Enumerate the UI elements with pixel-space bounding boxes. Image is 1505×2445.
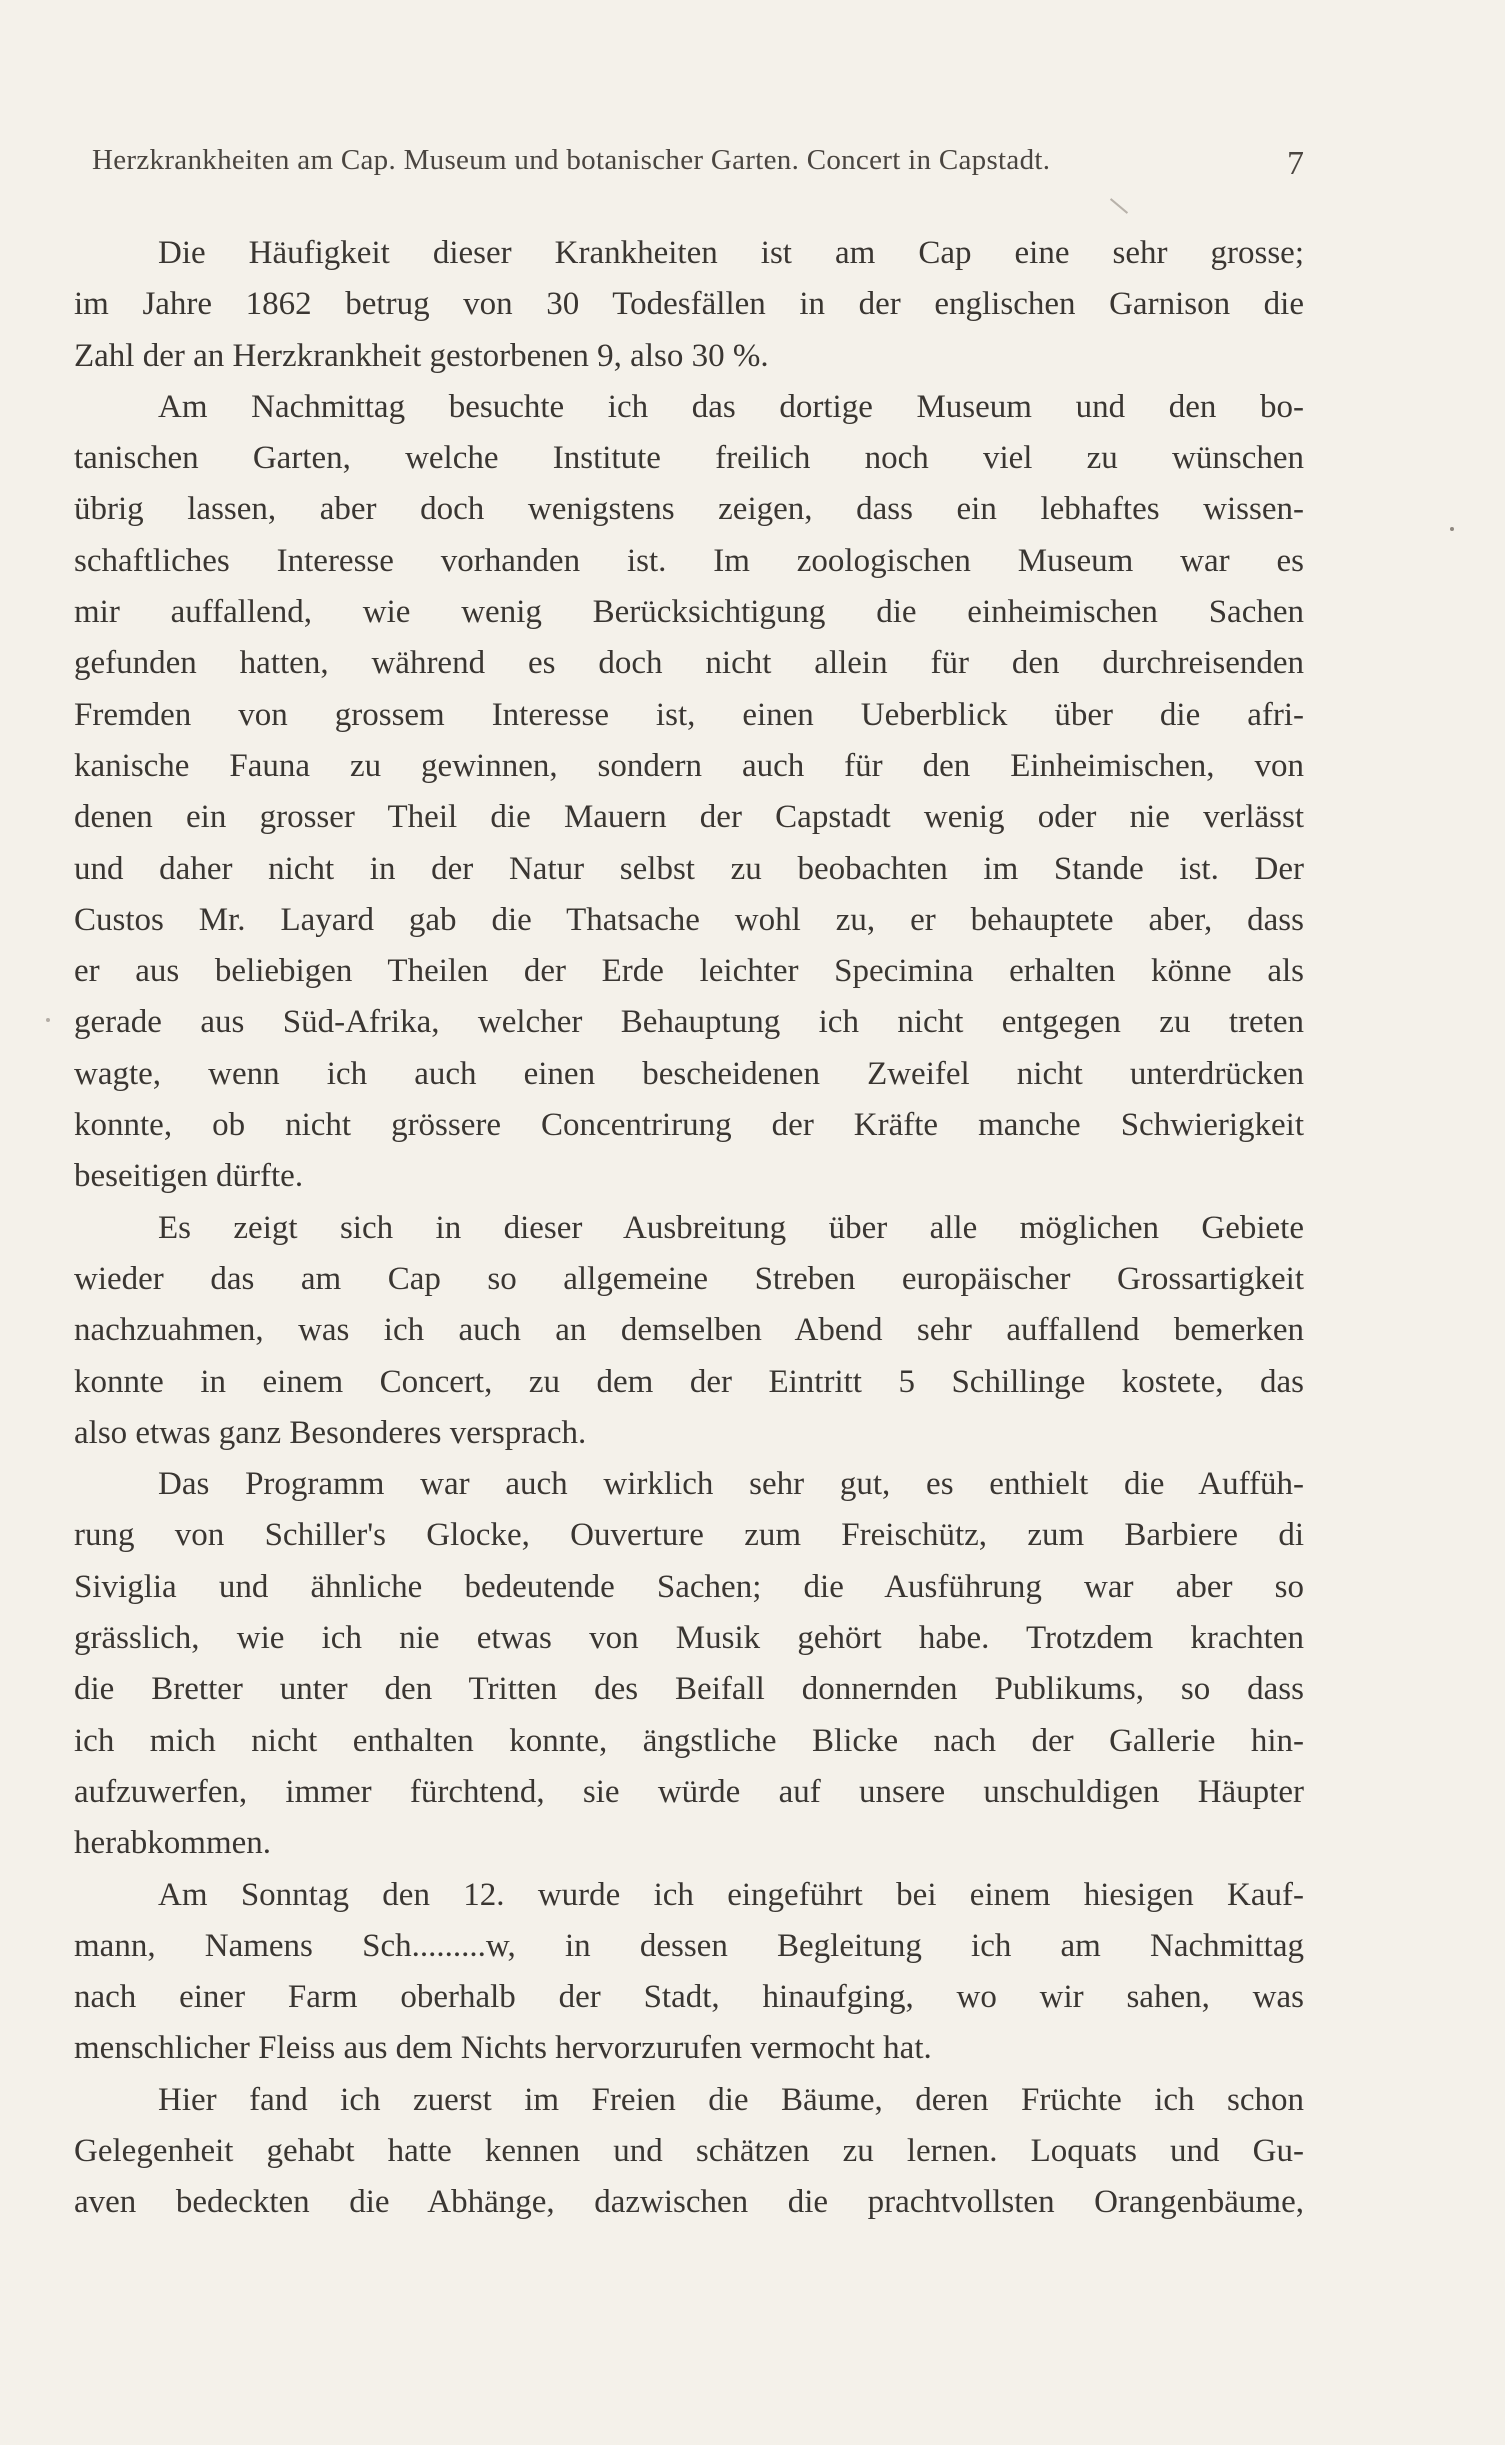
text-line: schaftliches Interesse vorhanden ist. Im zoologischen Museum war es <box>74 542 1304 579</box>
text-line: tanischen Garten, welche Institute freilich noch viel zu wünschen <box>74 440 1304 477</box>
text-line: er aus beliebigen Theilen der Erde leichter Specimina erhalten könne als <box>74 953 1304 990</box>
text-line: Die Häufigkeit dieser Krankheiten ist am Cap eine sehr grosse; <box>158 235 1304 271</box>
text-line: gefunden hatten, während es doch nicht allein für den durchreisenden <box>74 645 1304 682</box>
running-head-title: Herzkrankheiten am Cap. Museum und botanischer Garten. Concert in Capstadt. <box>92 144 1051 176</box>
text-line: nach einer Farm oberhalb der Stadt, hinaufging, wo wir sahen, was <box>74 1979 1304 2016</box>
text-line: konnte, ob nicht grössere Concentrirung der Kräfte manche Schwierigkeit <box>74 1107 1304 1144</box>
text-line: Das Programm war auch wirklich sehr gut, es enthielt die Auffüh- <box>158 1466 1304 1503</box>
running-head <box>92 140 1304 180</box>
margin-dot <box>1450 527 1454 531</box>
text-line: nachzuahmen, was ich auch an demselben Abend sehr auffallend bemerken <box>74 1312 1304 1349</box>
text-line: denen ein grosser Theil die Mauern der Capstadt wenig oder nie verlässt <box>74 799 1304 836</box>
body-text <box>74 228 1304 2229</box>
text-line: grässlich, wie ich nie etwas von Musik gehört habe. Trotzdem krachten <box>74 1620 1304 1657</box>
text-line: also etwas ganz Besonderes versprach. <box>74 1414 587 1451</box>
margin-dot <box>46 1018 50 1022</box>
stray-mark <box>1110 198 1128 214</box>
text-line: beseitigen dürfte. <box>74 1158 304 1195</box>
text-line: wagte, wenn ich auch einen bescheidenen Zweifel nicht unterdrücken <box>74 1055 1304 1092</box>
text-line: Es zeigt sich in dieser Ausbreitung über alle möglichen Gebiete <box>158 1209 1304 1246</box>
text-line: und daher nicht in der Natur selbst zu beobachten im Stande ist. Der <box>74 850 1304 887</box>
text-line: Zahl der an Herzkrankheit gestorbenen 9, also 30 %. <box>74 337 769 374</box>
text-line: kanische Fauna zu gewinnen, sondern auch für den Einheimischen, von <box>74 747 1304 784</box>
text-line: aven bedeckten die Abhänge, dazwischen die prachtvollsten Orangenbäume, <box>74 2184 1304 2221</box>
text-line: Siviglia und ähnliche bedeutende Sachen; die Ausführung war aber so <box>74 1568 1304 1605</box>
text-line: mann, Namens Sch.........w, in dessen Begleitung ich am Nachmittag <box>74 1927 1304 1964</box>
text-line: Am Sonntag den 12. wurde ich eingeführt bei einem hiesigen Kauf- <box>158 1876 1304 1913</box>
text-line: wieder das am Cap so allgemeine Streben europäischer Grossartigkeit <box>74 1260 1304 1297</box>
text-line: herabkommen. <box>74 1825 272 1862</box>
page-number: 7 <box>1287 145 1304 182</box>
text-line: Hier fand ich zuerst im Freien die Bäume, deren Früchte ich schon <box>158 2081 1304 2118</box>
text-line: Custos Mr. Layard gab die Thatsache wohl zu, er behauptete aber, dass <box>74 901 1304 938</box>
text-line: mir auffallend, wie wenig Berücksichtigung die einheimischen Sachen <box>74 594 1304 631</box>
text-line: die Bretter unter den Tritten des Beifall donnernden Publikums, so dass <box>74 1671 1304 1708</box>
text-line: Gelegenheit gehabt hatte kennen und schätzen zu lernen. Loquats und Gu- <box>74 2132 1304 2169</box>
text-line: im Jahre 1862 betrug von 30 Todesfällen in der englischen Garnison die <box>74 286 1304 323</box>
text-line: gerade aus Süd-Afrika, welcher Behauptung ich nicht entgegen zu treten <box>74 1004 1304 1041</box>
text-line: Am Nachmittag besuchte ich das dortige Museum und den bo- <box>158 388 1304 425</box>
text-line: konnte in einem Concert, zu dem der Eintritt 5 Schillinge kostete, das <box>74 1363 1304 1400</box>
text-line: rung von Schiller's Glocke, Ouverture zum Freischütz, zum Barbiere di <box>74 1517 1304 1554</box>
text-line: aufzuwerfen, immer fürchtend, sie würde auf unsere unschuldigen Häupter <box>74 1773 1304 1810</box>
text-line: Fremden von grossem Interesse ist, einen Ueberblick über die afri- <box>74 696 1304 733</box>
text-line: übrig lassen, aber doch wenigstens zeigen, dass ein lebhaftes wissen- <box>74 491 1304 528</box>
text-line: menschlicher Fleiss aus dem Nichts hervorzurufen vermocht hat. <box>74 2030 932 2067</box>
text-line: ich mich nicht enthalten konnte, ängstliche Blicke nach der Gallerie hin- <box>74 1722 1304 1759</box>
